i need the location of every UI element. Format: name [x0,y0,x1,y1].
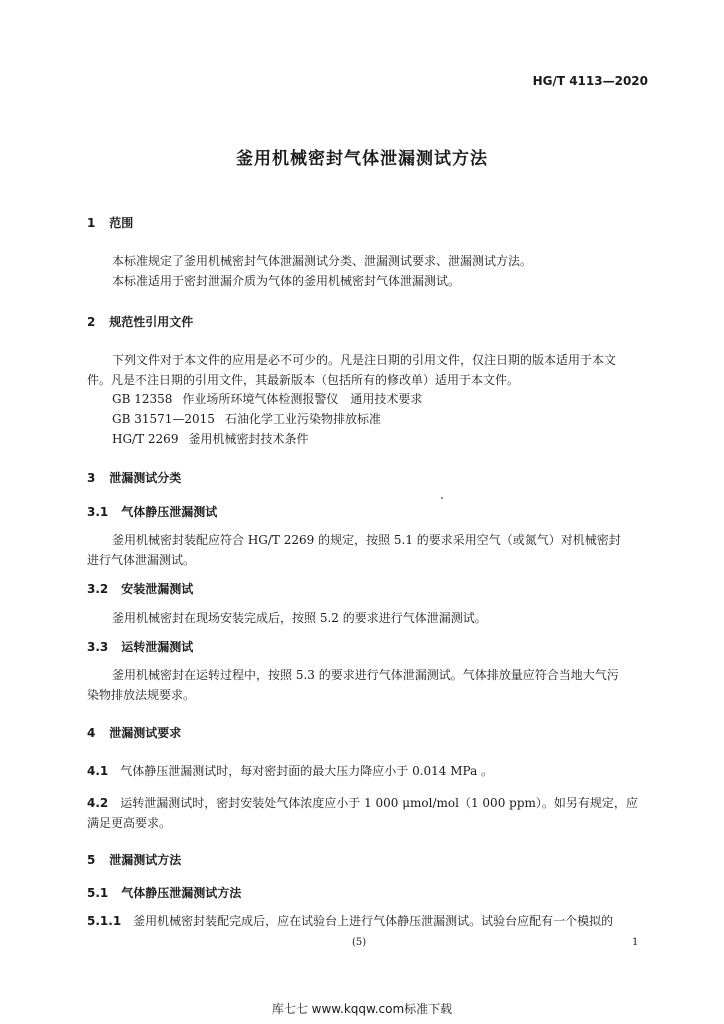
paragraph-continuation: 进行气体泄漏测试。 [87,553,196,567]
section-title: 范围 [109,216,134,230]
clause-text: 气体静压泄漏测试时，每对密封面的最大压力降应小于 0.014 MPa 。 [120,764,494,778]
paragraph: 釜用机械密封装配应符合 HG/T 2269 的规定，按照 5.1 的要求采用空气（或氮气）对机械密封 [112,533,621,547]
section-title: 泄漏测试分类 [109,471,182,485]
section-number: 2 [87,315,96,329]
paragraph-continuation: 满足更高要求。 [87,816,172,830]
subsection-title: 气体静压泄漏测试方法 [121,886,242,900]
paragraph: 本标准规定了釜用机械密封气体泄漏测试分类、泄漏测试要求、泄漏测试方法。 [112,254,533,268]
section-3-heading [87,469,181,486]
subsection-number: 3.2 [87,582,109,596]
reference-item [112,410,381,427]
page-number: 1 [632,937,639,948]
sheet-mark: (5) [352,937,367,948]
subsection-3-1-heading [87,503,217,520]
standard-code: HG/T 4113—2020 [532,74,648,88]
subsection-number: 3.1 [87,505,109,519]
section-number: 1 [87,216,96,230]
section-title: 泄漏测试方法 [109,853,182,867]
scan-speck [441,497,443,499]
paragraph: 本标准适用于密封泄漏介质为气体的釜用机械密封气体泄漏测试。 [112,274,461,288]
section-4-heading [87,724,181,741]
section-5-heading [87,851,181,868]
section-title: 规范性引用文件 [109,315,194,329]
clause-number: 4.1 [87,764,109,778]
paragraph-continuation: 件。凡是不注日期的引用文件，其最新版本（包括所有的修改单）适用于本文件。 [87,373,520,387]
footer-brand: 库七七 www.kqqw.com标准下载 [271,1002,453,1016]
reference-code: HG/T 2269 [112,432,179,446]
reference-item [112,390,422,407]
reference-title: 釜用机械密封技术条件 [188,432,309,446]
paragraph: 下列文件对于本文件的应用是必不可少的。凡是注日期的引用文件，仅注日期的版本适用于本文 [112,353,617,367]
section-1-heading [87,214,133,231]
clause-number: 5.1.1 [87,914,122,928]
reference-item [112,430,308,447]
subsection-title: 安装泄漏测试 [121,582,194,596]
section-number: 3 [87,471,96,485]
document-title: 釜用机械密封气体泄漏测试方法 [236,149,488,169]
reference-code: GB 31571—2015 [112,412,215,426]
reference-code: GB 12358 [112,392,173,406]
clause-4-1 [87,761,493,781]
subsection-number: 5.1 [87,886,109,900]
subsection-3-3-heading [87,638,193,655]
clause-text: 釜用机械密封装配完成后，应在试验台上进行气体静压泄漏测试。试验台应配有一个模拟的 [133,914,614,928]
reference-title: 石油化学工业污染物排放标准 [224,412,381,426]
subsection-title: 运转泄漏测试 [121,640,194,654]
subsection-5-1-heading [87,884,241,901]
paragraph: 釜用机械密封在运转过程中，按照 5.3 的要求进行气体泄漏测试。气体排放量应符合当地大气污 [112,668,619,682]
reference-title: 作业场所环境气体检测报警仪 通用技术要求 [182,392,423,406]
paragraph: 釜用机械密封在现场安装完成后，按照 5.2 的要求进行气体泄漏测试。 [112,611,487,625]
section-title: 泄漏测试要求 [109,726,182,740]
clause-5-1-1 [87,911,613,931]
clause-text: 运转泄漏测试时，密封安装处气体浓度应小于 1 000 μmol/mol（1 000 ppm）。如另有规定，应 [120,796,638,810]
clause-4-2 [87,793,638,813]
subsection-title: 气体静压泄漏测试 [121,505,218,519]
subsection-number: 3.3 [87,640,109,654]
subsection-3-2-heading [87,580,193,597]
paragraph-continuation: 染物排放法规要求。 [87,688,196,702]
section-number: 4 [87,726,96,740]
clause-number: 4.2 [87,796,109,810]
section-number: 5 [87,853,96,867]
section-2-heading [87,313,193,330]
